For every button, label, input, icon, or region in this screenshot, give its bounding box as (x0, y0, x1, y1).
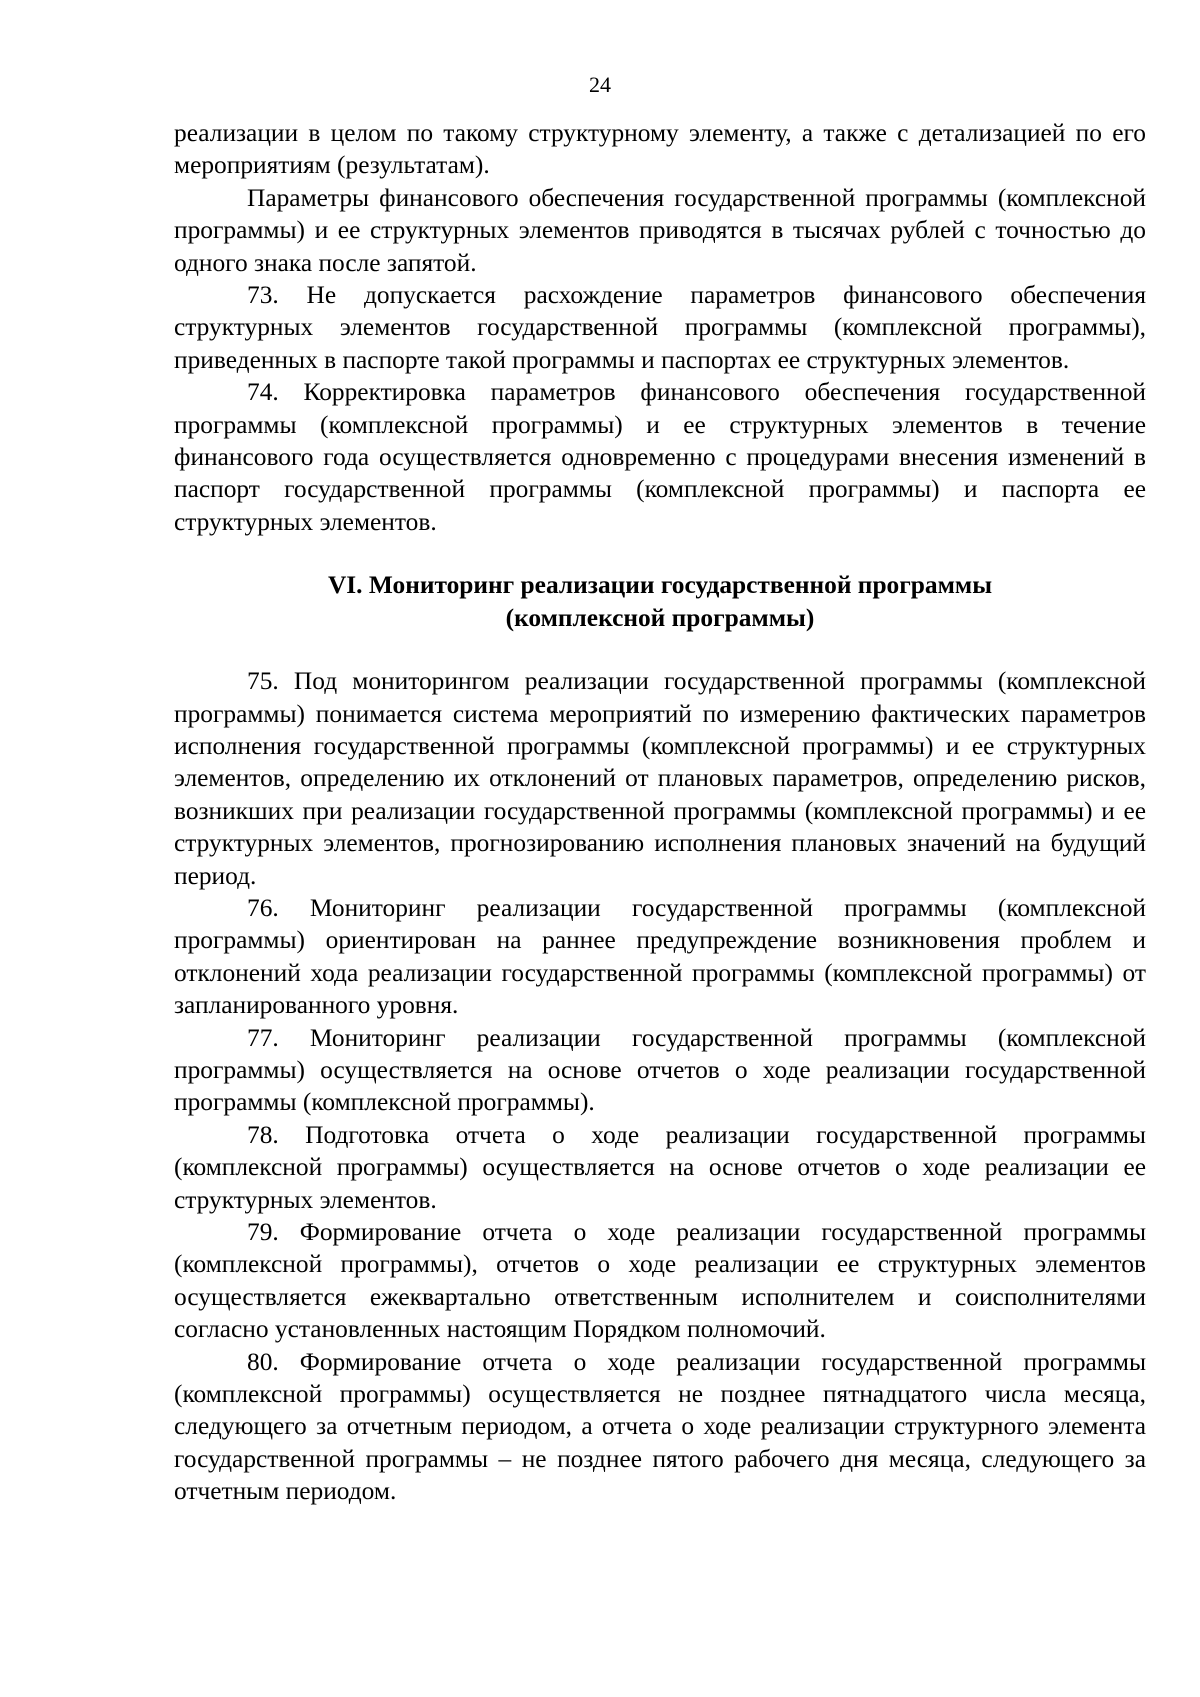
paragraph-78: 78. Подготовка отчета о ходе реализации государственной программы (комплексной программы) осуществляется на основе отчетов о ходе реализации ее структурных элементов. (174, 1120, 1146, 1214)
page-number: 24 (589, 72, 611, 97)
section-heading-line-2: (комплексной программы) (505, 603, 815, 632)
paragraph-73: 73. Не допускается расхождение параметров финансового обеспечения структурных элементов государственной программы (комплексной программы), приведенных в паспорте такой программы и паспортах ее структурных элементов. (174, 281, 1146, 374)
paragraph-76: 76. Мониторинг реализации государственной программы (комплексной программы) ориентирован на раннее предупреждение возникновения проблем и отклонений хода реализации государственной программы (комплексной программы) от запланированного уровня. (174, 893, 1146, 1020)
paragraph-financial-parameters: Параметры финансового обеспечения государственной программы (комплексной программы) и ее структурных элементов приводятся в тысячах рублей с точностью до одного знака после запятой. (174, 183, 1146, 277)
paragraph-75: 75. Под мониторингом реализации государственной программы (комплексной программы) понимается система мероприятий по измерению фактических параметров исполнения государственной программы (комплексной программы) и ее структурных элементов, определению их отклонений от плановых параметров, определению рисков, возникших при реализации государственной программы (комплексной программы) и ее структурных элементов, прогнозированию исполнения плановых значений на будущий период. (174, 667, 1146, 890)
page-content (174, 117, 1146, 1508)
paragraph-80: 80. Формирование отчета о ходе реализации государственной программы (комплексной программы) осуществляется не позднее пятнадцатого числа месяца, следующего за отчетным периодом, а отчета о ходе реализации структурного элемента государственной программы – не позднее пятого рабочего дня месяца, следующего за отчетным периодом. (174, 1347, 1146, 1506)
section-heading-line-1: VI. Мониторинг реализации государственной программы (327, 571, 993, 600)
paragraph-77: 77. Мониторинг реализации государственной программы (комплексной программы) осуществляется на основе отчетов о ходе реализации государственной программы (комплексной программы). (174, 1023, 1146, 1117)
paragraph-79: 79. Формирование отчета о ходе реализации государственной программы (комплексной программы), отчетов о ходе реализации ее структурных элементов осуществляется ежеквартально ответственным исполнителем и соисполнителями согласно установленных настоящим Порядком полномочий. (174, 1218, 1146, 1344)
paragraph-continuation: реализации в целом по такому структурному элементу, а также с детализацией по его мероприятиям (результатам). (174, 119, 1146, 180)
paragraph-74: 74. Корректировка параметров финансового обеспечения государственной программы (комплексной программы) и ее структурных элементов в течение финансового года осуществляется одновременно с процедурами внесения изменений в паспорт государственной программы (комплексной программы) и паспорта ее структурных элементов. (174, 378, 1146, 536)
section-heading (174, 569, 1146, 634)
